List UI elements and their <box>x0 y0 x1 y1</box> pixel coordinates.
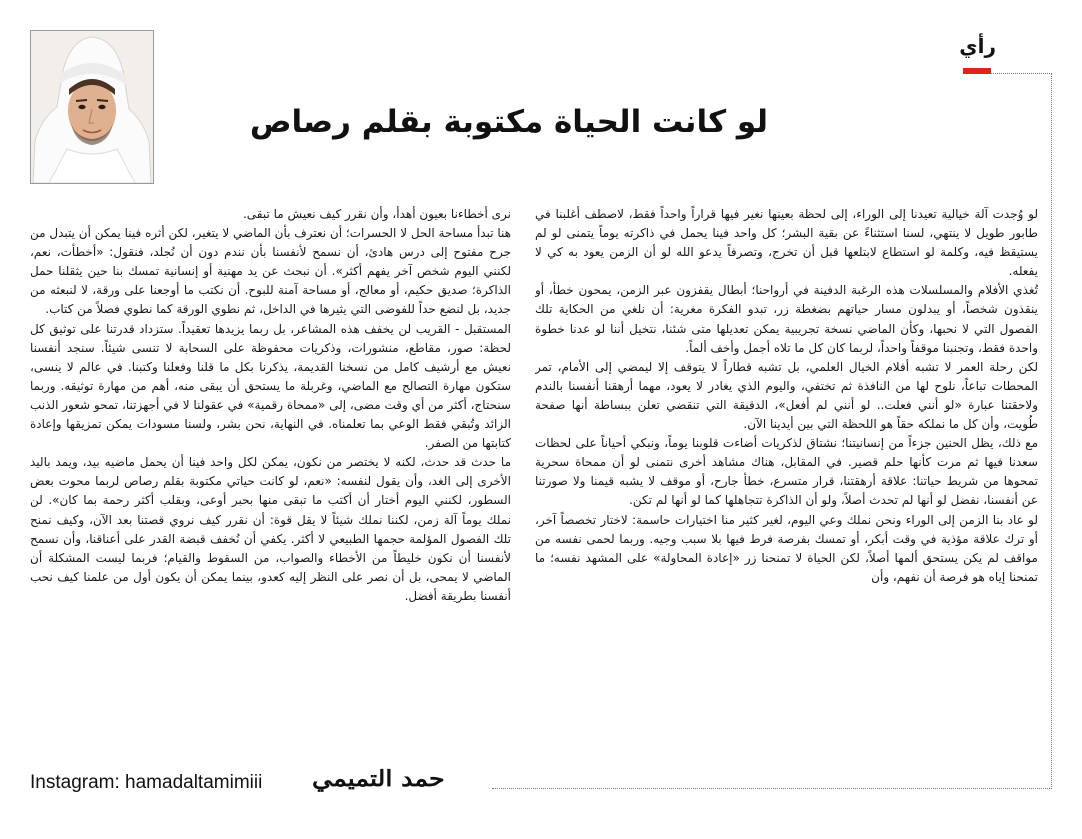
frame-line-right <box>1051 73 1052 789</box>
section-label: رأي <box>959 34 996 58</box>
article-paragraph: نرى أخطاءنا بعيون أهدأ، وأن نقرر كيف نعيش ما تبقى. <box>242 207 511 221</box>
author-photo <box>30 30 154 184</box>
article-paragraph: لو وُجدت آلة خيالية تعيدنا إلى الوراء، إلى لحظة بعينها نغير فيها قراراً واحداً فقط، لاصطف أغلبنا في طابور طويل لا ينتهي، لسنا استثناءً عن بقية البشر؛ كل واحد فينا يحمل في ذاكرته يوماً يتمنى لو لم يستيقظ فيه، وكلمة لو استطاع لابتلعها قبل أن تخرج، وتصرفاً يدعو الله لو أن الزمن يعود به كي لا يفعله. <box>535 207 1038 279</box>
author-instagram-handle: Instagram: hamadaltamimiii <box>30 772 263 793</box>
section-accent-bar <box>963 68 991 74</box>
frame-line-bottom <box>492 788 1052 789</box>
article-paragraph: لكن رحلة العمر لا تشبه أفلام الخيال العلمي، بل تشبه قطاراً لا يتوقف إلا ليمضي إلى الأمام، تمر المحطات تباعاً، نلوح لها من النافذة ثم تختفي، واليوم الذي يغادر لا يعود، مهما أرهقنا أنفسنا بالندم ولاحقتنا عبارة «لو أنني فعلت.. لو أنني لم أفعل»، الدقيقة التي تنقضي تعلن ببساطة أنها صفحة طُويت، وأن كل ما نملكه حقاً هو اللحظة التي بين أيدينا الآن. <box>535 359 1038 432</box>
article-paragraph: ما حدث قد حدث، لكنه لا يختصر من نكون، يمكن لكل واحد فينا أن يحمل ماضيه بيد، ويمد باليد الأخرى إلى الغد، وأن يقول لنفسه: «نعم، لو كانت حياتي مكتوبة بقلم رصاص لربما محوت بعض السطور، لكنني اليوم أختار أن أكتب ما تبقى منها بحبر أوعى، وبقلب أكثر رحمة بما كان». لن نملك يوماً آلة زمن، لكننا نملك شيئاً لا يقل قوة: أن نقرر كيف نروي قصتنا بعد الآن، وكيف نمنح تلك الفصول المؤلمة حجمها الطبيعي لا أكثر. يكفي أن نُخفف قبضة القدر على أعناقنا، وأن نسمح لأنفسنا أن نكون خليطاً من الأخطاء والصواب، من السقوط والقيام؛ فربما ليست المشكلة أن الماضي لا يمحى، بل أن نصر على النظر إليه كعدو، بينما يمكن أن يكون أول من علمنا كيف نحب أنفسنا بطريقة أفضل. <box>30 455 511 603</box>
article-column-left <box>30 205 511 735</box>
article-paragraph: مع ذلك، يظل الحنين جزءاً من إنسانيتنا؛ نشتاق لذكريات أضاءت قلوبنا يوماً، ونبكي أحياناً على لحظات سعدنا فيها ثم مرت كأنها حلم قصير. في المقابل، هناك مشاهد أخرى نتمنى لو أن ممحاة سحرية تمحوها من شريط حياتنا: علاقة أرهقتنا، قرار متسرع، خطأ جارح، أو موقف لا يشبه قيمنا ولا صورتنا عن أنفسنا، نفضل لو أنها لم تحدث أصلاً، ولو أن الذاكرة تتجاهلها كما لو أنها لم تكن. <box>535 436 1038 508</box>
article-column-right <box>535 205 1038 775</box>
author-portrait-illustration <box>31 31 153 183</box>
article-headline: لو كانت الحياة مكتوبة بقلم رصاص <box>249 104 768 140</box>
article-paragraph: المستقبل - القريب لن يخفف هذه المشاعر، بل ربما يزيدها تعقيداً. ستزداد قدرتنا على توثيق كل لحظة: صور، مقاطع، منشورات، وذكريات محفوظة على السحابة لا تنسى شيئاً. سنجد أنفسنا نعيش مع أرشيف كامل من نسخنا القديمة، يذكرنا بكل ما قلنا وفعلنا وكتبنا. في عالم لا ينسى، ستكون مهارة التصالح مع الماضي، وغربلة ما يستحق أن يبقى منه، أهم من مهارة توثيقه. وربما سنحتاج، أكثر من أي وقت مضى، إلى «ممحاة رقمية» في عقولنا لا في أجهزتنا، تمحو شعور الذنب الزائد وتُبقي فقط الوعي بما تعلمناه. في النهاية، نحن بشر، ولسنا مسودات يمكن تمزيقها وإعادة كتابتها من الصفر. <box>30 321 511 451</box>
frame-line-top <box>990 73 1052 74</box>
article-paragraph: تُغذي الأفلام والمسلسلات هذه الرغبة الدفينة في أرواحنا؛ أبطال يقفزون عبر الزمن، يمحون خطأ، أو ينقذون شخصاً، أو يبدلون مسار حياتهم بضغطة زر، تبدو الفكرة مغرية: أن نلغي من الحكاية تلك الفصول التي لا نحبها، وكأن الماضي نسخة تجريبية يمكن تعديلها متى شئنا، نتخيل أننا لو عدنا خطوة واحدة فقط، وتجنبنا موقفاً واحداً، لربما كان كل ما تلاه أجمل وأخف ألماً. <box>535 283 1038 355</box>
article-paragraph: لو عاد بنا الزمن إلى الوراء ونحن نملك وعي اليوم، لغير كثير منا اختيارات حاسمة: لاختار تخصصاً آخر، أو ترك علاقة مؤذية في وقت أبكر، أو تمسك بفرصة فرط فيها بلا سبب وجيه. وربما لحمى نفسه من مواقف لم يكن يستحق ألمها أصلاً، لكن الحياة لا تمنحنا زر «إعادة المحاولة» على المشهد نفسه؛ ما تمنحنا إياه هو فرصة أن نفهم، وأن <box>535 512 1038 584</box>
article-paragraph: هنا تبدأ مساحة الحل لا الحسرات؛ أن نعترف بأن الماضي لا يتغير، لكن أثره فينا يمكن أن يتبدل من جرح مفتوح إلى درس هادئ، أن نسمح لأنفسنا بأن نندم دون أن نُجلد، فنقول: «أخطأت، نعم، لكنني اليوم شخص آخر يفهم أكثر». أن نبحث عن يد مهنية أو إنسانية تمسك بنا حين يثقلنا حمل الذاكرة؛ صديق حكيم، أو معالج، أو مساحة آمنة للبوح. أن نكتب ما أوجعنا على ورقة، لا لنبعثه من جديد، بل لنضع حداً للفوضى التي يثيرها في الداخل، ثم نطوي الورقة كما نطوي فصلاً من كتاب. <box>30 226 511 317</box>
author-signature: حمد التميمي <box>312 766 445 792</box>
